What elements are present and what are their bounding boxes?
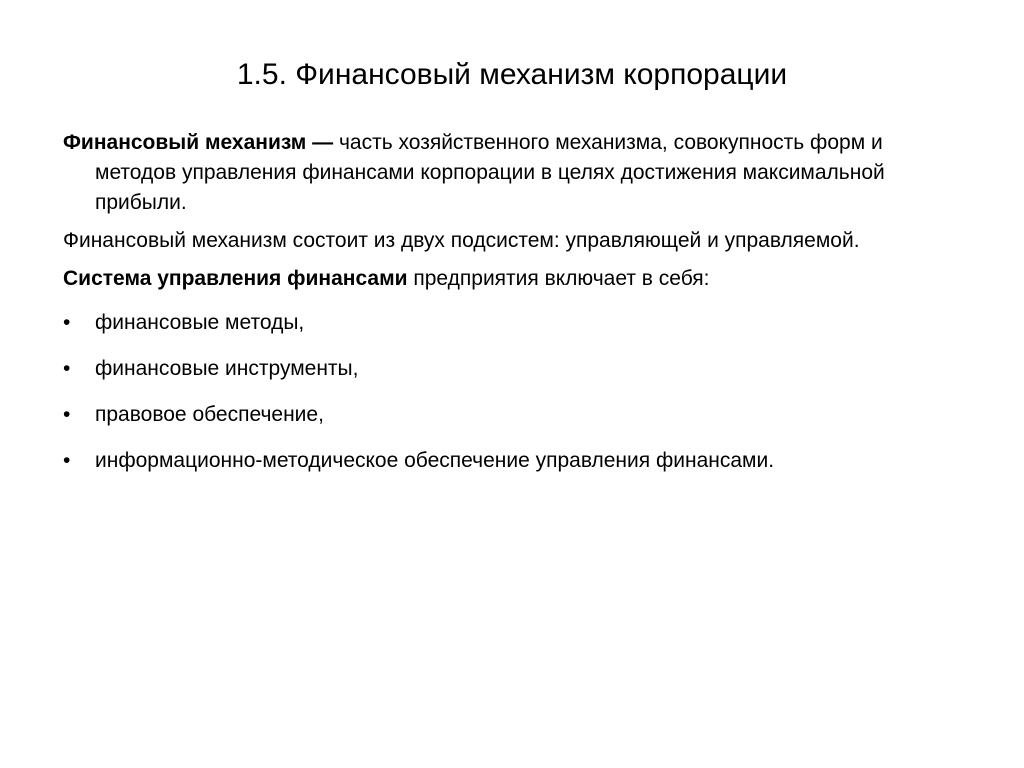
subsystems-paragraph xyxy=(63,226,963,256)
bullet-icon: • xyxy=(63,449,71,472)
list-item-text: информационно-методическое обеспечение управления финансами. xyxy=(95,449,775,472)
bullet-icon: • xyxy=(63,311,71,334)
list-item xyxy=(63,446,963,476)
system-term: Система управления финансами xyxy=(63,267,408,290)
list-item-text: правовое обеспечение, xyxy=(95,403,324,426)
list-item-text: финансовые инструменты, xyxy=(95,357,359,380)
list-item xyxy=(63,400,963,430)
components-list xyxy=(63,308,963,476)
bullet-icon: • xyxy=(63,403,71,426)
list-item-text: финансовые методы, xyxy=(95,311,305,334)
slide-title: 1.5. Финансовый механизм корпорации xyxy=(236,58,788,91)
system-paragraph xyxy=(63,264,963,294)
definition-paragraph xyxy=(63,128,963,218)
slide-body xyxy=(63,128,963,492)
subsystems-text: Финансовый механизм состоит из двух подсистем: управляющей и управляемой. xyxy=(63,229,860,252)
bullet-icon: • xyxy=(63,357,71,380)
list-item xyxy=(63,308,963,338)
list-item xyxy=(63,354,963,384)
definition-term: Финансовый механизм — xyxy=(63,131,339,154)
system-text: предприятия включает в себя: xyxy=(407,267,710,290)
definition-text: часть хозяйственного механизма, совокупность форм и методов управления финансами корпорации в целях достижения максимальной прибыли. xyxy=(95,131,885,214)
